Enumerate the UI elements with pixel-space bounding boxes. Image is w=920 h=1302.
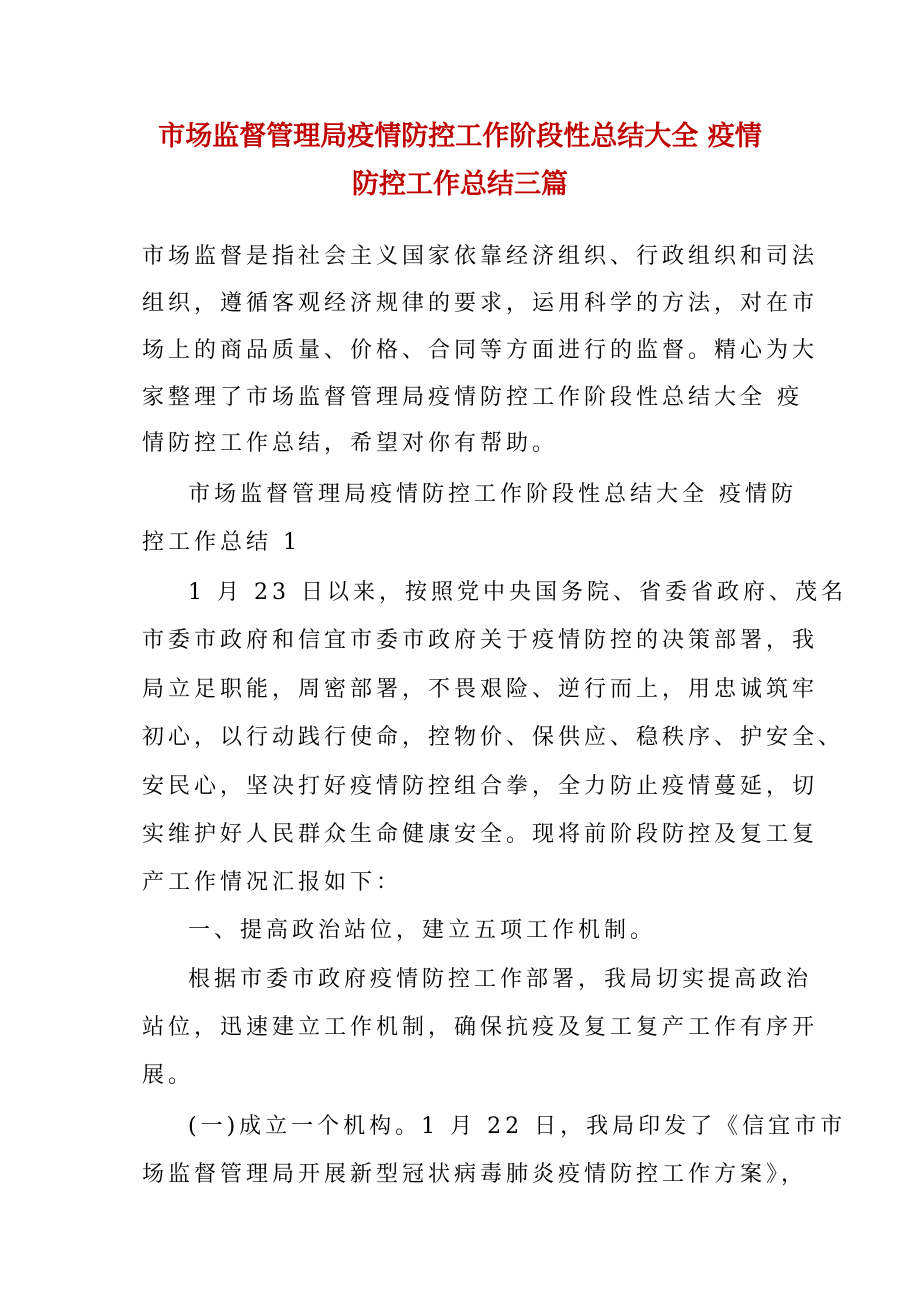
document-title-line-1: 市场监督管理局疫情防控工作阶段性总结大全 疫情 — [158, 121, 762, 152]
body-line-4: 初心，以行动践行使命，控物价、保供应、稳秩序、护安全、 — [142, 725, 845, 750]
intro-line-2: 组织，遵循客观经济规律的要求，运用科学的方法，对在市 — [142, 291, 819, 316]
body-line-3: 局立足职能，周密部署，不畏艰险、逆行而上，用忠诚筑牢 — [142, 677, 819, 702]
paragraph-line-5: 场监督管理局开展新型冠状病毒肺炎疫情防控工作方案》， — [142, 1162, 808, 1187]
body-line-1: 1 月 23 日以来，按照党中央国务院、省委省政府、茂名 — [188, 580, 847, 605]
document-title-line-2: 防控工作总结三篇 — [352, 169, 568, 200]
paragraph-line-1: 根据市委市政府疫情防控工作部署，我局切实提高政治 — [188, 967, 813, 992]
paragraph-line-4: (一)成立一个机构。1 月 22 日，我局印发了《信宜市市 — [188, 1114, 847, 1139]
intro-line-1: 市场监督是指社会主义国家依靠经济组织、行政组织和司法 — [142, 244, 819, 269]
section-title-line-1: 市场监督管理局疫情防控工作阶段性总结大全 疫情防 — [188, 482, 797, 507]
body-line-6: 实维护好人民群众生命健康安全。现将前阶段防控及复工复 — [142, 822, 819, 847]
section-title-line-2: 控工作总结 1 — [142, 530, 301, 555]
intro-line-4: 家整理了市场监督管理局疫情防控工作阶段性总结大全 疫 — [142, 385, 803, 410]
paragraph-line-2: 站位，迅速建立工作机制，确保抗疫及复工复产工作有序开 — [142, 1015, 819, 1040]
intro-line-5: 情防控工作总结，希望对你有帮助。 — [142, 431, 559, 456]
heading-one: 一、提高政治站位，建立五项工作机制。 — [188, 918, 657, 943]
paragraph-line-3: 展。 — [142, 1063, 195, 1088]
body-line-7: 产工作情况汇报如下： — [142, 870, 403, 895]
body-line-5: 安民心，坚决打好疫情防控组合拳，全力防止疫情蔓延，切 — [142, 774, 819, 799]
intro-line-3: 场上的商品质量、价格、合同等方面进行的监督。精心为大 — [142, 338, 819, 363]
body-line-2: 市委市政府和信宜市委市政府关于疫情防控的决策部署，我 — [142, 628, 819, 653]
